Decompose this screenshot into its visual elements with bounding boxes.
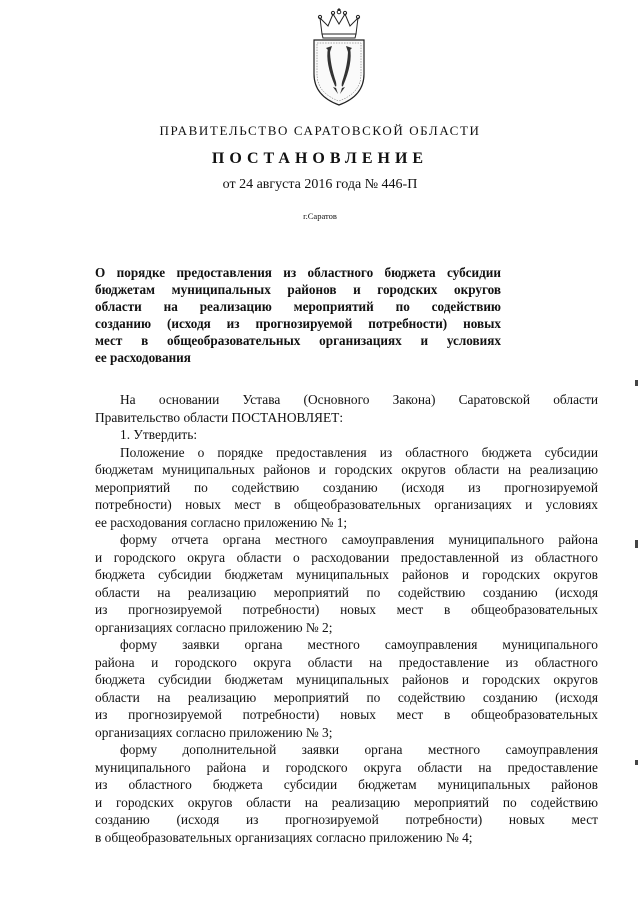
body-line: из областного бюджета субсидии бюджетам муниципальных районов	[95, 777, 598, 792]
body-line: и городского округа области о расходовании предоставленной из областного	[95, 549, 598, 565]
body-line: На основании Устава (Основного Закона) Саратовской области	[120, 392, 598, 407]
body-line: области на реализацию мероприятий по содействию созданию (исходя	[95, 689, 598, 705]
body-line: Положение о порядке предоставления из областного бюджета субсидии	[120, 444, 598, 460]
title-line: бюджетам муниципальных районов и городских округов	[95, 282, 501, 297]
title-line: созданию (исходя из прогнозируемой потребности) новых	[95, 316, 501, 331]
government-name: ПРАВИТЕЛЬСТВО САРАТОВСКОЙ ОБЛАСТИ	[159, 123, 481, 138]
body-line: организациях согласно приложению № 3;	[95, 724, 333, 740]
body-line: в общеобразовательных организациях согласно приложению № 4;	[95, 829, 473, 845]
body-line: организациях согласно приложению № 2;	[95, 619, 333, 635]
body-line: из прогнозируемой потребности) новых мест в общеобразовательных	[95, 602, 598, 617]
body-line: муниципального района и городского округа области на предоставление	[95, 759, 598, 775]
body-line: и городских округов области на реализацию мероприятий по содействию	[95, 794, 598, 810]
body-line: созданию (исходя из прогнозируемой потребности) новых мест	[95, 812, 598, 827]
body-line: бюджета субсидии бюджетам муниципальных районов и городских округов	[95, 567, 598, 582]
body-line: форму заявки органа местного самоуправления муниципального	[120, 637, 598, 652]
scan-edge-mark	[635, 760, 638, 765]
body-line: ее расходования согласно приложению № 1;	[95, 514, 348, 530]
city-name: г.Саратов	[303, 211, 337, 221]
body-line: Правительство области ПОСТАНОВЛЯЕТ:	[95, 409, 344, 425]
body-line: бюджетам муниципальных районов и городских округов области на реализацию	[95, 462, 598, 477]
title-line: области на реализацию мероприятий по содействию	[95, 299, 501, 314]
body-line: мероприятий по содействию созданию (исходя из прогнозируемой	[95, 479, 598, 495]
body-line: потребности) новых мест в общеобразовательных организациях и условиях	[95, 497, 598, 512]
body-line: области на реализацию мероприятий по содействию созданию (исходя	[95, 584, 598, 600]
title-line: О порядке предоставления из областного бюджета субсидии	[95, 265, 501, 280]
title-line: мест в общеобразовательных организациях и условиях	[95, 333, 501, 348]
body-line: 1. Утвердить:	[120, 427, 198, 442]
body-line: района и городского округа области на предоставление из областного	[95, 654, 598, 670]
document-title	[95, 264, 501, 366]
date-and-number: от 24 августа 2016 года № 446-П	[222, 177, 418, 192]
document-type: ПОСТАНОВЛЕНИЕ	[211, 150, 429, 167]
saratov-coat-of-arms-icon	[300, 8, 378, 108]
scan-edge-mark	[635, 380, 638, 386]
body-line: бюджета субсидии бюджетам муниципальных районов и городских округов	[95, 672, 598, 687]
body-line: форму отчета органа местного самоуправления муниципального района	[120, 532, 598, 547]
scan-edge-mark	[635, 540, 638, 548]
title-line: ее расходования	[95, 350, 191, 365]
document-body	[95, 391, 598, 846]
body-line: из прогнозируемой потребности) новых мест в общеобразовательных	[95, 707, 598, 722]
body-line: форму дополнительной заявки органа местного самоуправления	[120, 742, 598, 757]
